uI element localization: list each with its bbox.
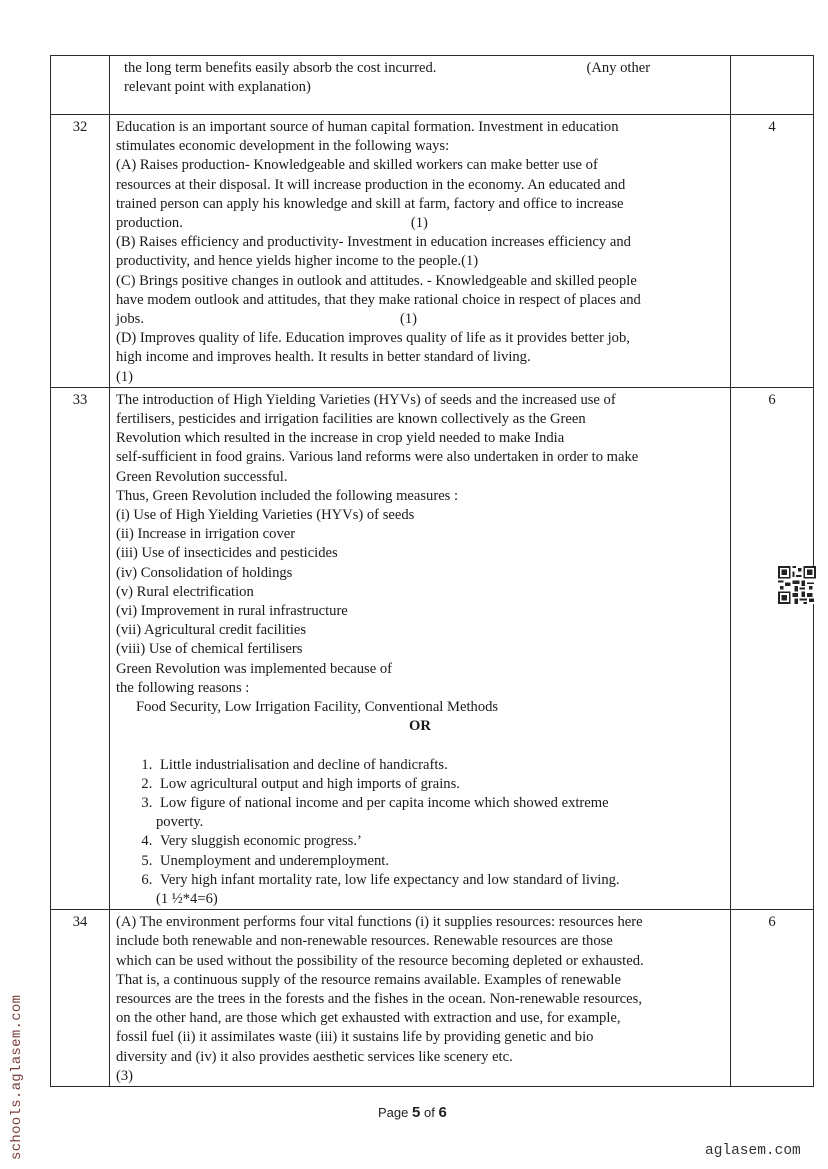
side-watermark: schools.aglasem.com: [9, 994, 25, 1160]
answer-line: high income and improves health. It results in better standard of living.: [116, 349, 531, 366]
answer-line: fertilisers, pesticides and irrigation facilities are known collectively as the Green: [116, 411, 586, 428]
current-page: 5: [412, 1104, 421, 1121]
answer-line: include both renewable and non-renewable resources. Renewable resources are those: [116, 933, 613, 950]
answer-key-table: [50, 55, 814, 1087]
measure-item: (v) Rural electrification: [116, 583, 254, 600]
marks: [731, 56, 814, 115]
list-item-text: Little industrialisation and decline of handicrafts.: [160, 756, 448, 773]
question-number: 33: [51, 387, 110, 909]
table-row: [51, 910, 814, 1087]
answer-line: That is, a continuous supply of the resource remains available. Examples of renewable: [116, 971, 621, 988]
answer-text: jobs.: [116, 311, 144, 328]
or-reasons-list: [116, 756, 724, 890]
list-item-text: poverty.: [156, 814, 204, 831]
answer-line: [124, 59, 724, 78]
answer-line: (A) Raises production- Knowledgeable and skilled workers can make better use of: [116, 157, 598, 174]
list-item-text: 3. Low figure of national income and per capita income which showed extreme: [160, 794, 609, 811]
list-item: [156, 852, 724, 871]
answer-note: (Any other: [586, 60, 651, 76]
answer-cell: [110, 115, 731, 388]
table-row: [51, 56, 814, 115]
answer-line: Green Revolution successful.: [116, 468, 288, 485]
list-item: [156, 756, 724, 775]
mark-note: (1): [399, 311, 418, 328]
table-row: [51, 387, 814, 909]
list-item: [156, 871, 724, 890]
answer-line: (A) The environment performs four vital functions (i) it supplies resources: resources here: [116, 914, 643, 931]
answer-line: Green Revolution was implemented because of: [116, 660, 392, 677]
answer-line: (B) Raises efficiency and productivity- Investment in education increases efficiency and: [116, 234, 631, 251]
answer-line: the following reasons :: [116, 679, 250, 696]
measure-item: (iii) Use of insecticides and pesticides: [116, 545, 338, 562]
measure-item: (viii) Use of chemical fertilisers: [116, 641, 303, 658]
answer-line: (D) Improves quality of life. Education improves quality of life as it provides better job,: [116, 330, 630, 347]
mark-note: (1): [410, 215, 428, 232]
answer-line: resources are the trees in the forests and the fishes in the ocean. Non-renewable resources,: [116, 990, 642, 1007]
answer-cell: [110, 910, 731, 1087]
answer-text: production.: [116, 215, 183, 232]
list-item: [156, 832, 724, 851]
marks: 6: [731, 387, 814, 909]
list-item-text: Low agricultural output and high imports of grains.: [160, 775, 460, 792]
answer-line: stimulates economic development in the following ways:: [116, 138, 450, 155]
answer-line: fossil fuel (ii) it assimilates waste (iii) it sustains life by providing genetic and bio: [116, 1029, 594, 1046]
answer-line: productivity, and hence yields higher income to the people.(1): [116, 253, 479, 270]
list-item-text: Very sluggish economic progress.’: [160, 833, 362, 850]
answer-line: Education is an important source of human capital formation. Investment in education: [116, 119, 619, 135]
answer-line: [116, 214, 724, 233]
marks: 4: [731, 115, 814, 388]
or-divider: OR: [409, 718, 431, 735]
measure-item: (vii) Agricultural credit facilities: [116, 622, 307, 639]
answer-line: Thus, Green Revolution included the following measures :: [116, 487, 459, 504]
answer-line: which can be used without the possibility of the resource becoming depleted or exhausted.: [116, 952, 644, 969]
answer-line: The introduction of High Yielding Varieties (HYVs) of seeds and the increased use of: [116, 391, 616, 408]
list-item-text: Unemployment and underemployment.: [160, 852, 389, 869]
table-row: [51, 115, 814, 388]
page-number: [378, 1104, 447, 1121]
page-label: Page: [378, 1105, 409, 1120]
answer-line: Revolution which resulted in the increase in crop yield needed to make India: [116, 430, 565, 447]
answer-line: [116, 310, 724, 329]
answer-line: self-sufficient in food grains. Various land reforms were also undertaken in order to make: [116, 449, 639, 466]
answer-line: (3): [116, 1067, 134, 1084]
answer-line: (1): [116, 368, 134, 385]
question-number: 32: [51, 115, 110, 388]
spacer: [116, 737, 724, 756]
measure-item: (iv) Consolidation of holdings: [116, 564, 293, 581]
total-pages: 6: [438, 1104, 447, 1121]
bottom-watermark: aglasem.com: [705, 1143, 801, 1159]
marking-scheme: (1 ½*4=6): [156, 890, 218, 907]
answer-text: the long term benefits easily absorb the cost incurred.: [124, 60, 437, 76]
answer-line: (C) Brings positive changes in outlook and attitudes. - Knowledgeable and skilled people: [116, 272, 637, 289]
reasons-summary: Food Security, Low Irrigation Facility, Conventional Methods: [136, 699, 499, 716]
answer-cell: [110, 56, 731, 115]
answer-line: relevant point with explanation): [124, 79, 311, 96]
measure-item: (ii) Increase in irrigation cover: [116, 526, 296, 543]
answer-line: have modem outlook and attitudes, that they make rational choice in respect of places and: [116, 291, 641, 308]
answer-line: diversity and (iv) it also provides aesthetic services like scenery etc.: [116, 1048, 513, 1065]
question-number: [51, 56, 110, 115]
answer-line: trained person can apply his knowledge and skill at farm, factory and office to increase: [116, 195, 624, 212]
list-item-text: Very high infant mortality rate, low life expectancy and low standard of living.: [160, 871, 620, 888]
list-item: [156, 794, 724, 832]
answer-line: resources at their disposal. It will increase production in the economy. An educated and: [116, 176, 626, 193]
answer-cell: [110, 387, 731, 909]
qr-code-icon: [778, 566, 816, 604]
marks: 6: [731, 910, 814, 1087]
answer-line: on the other hand, are those which get exhausted with extraction and use, for example,: [116, 1010, 621, 1027]
measure-item: (i) Use of High Yielding Varieties (HYVs) of seeds: [116, 507, 415, 524]
list-item: [156, 775, 724, 794]
question-number: 34: [51, 910, 110, 1087]
page-of-label: of: [423, 1105, 435, 1120]
measure-item: (vi) Improvement in rural infrastructure: [116, 603, 348, 620]
